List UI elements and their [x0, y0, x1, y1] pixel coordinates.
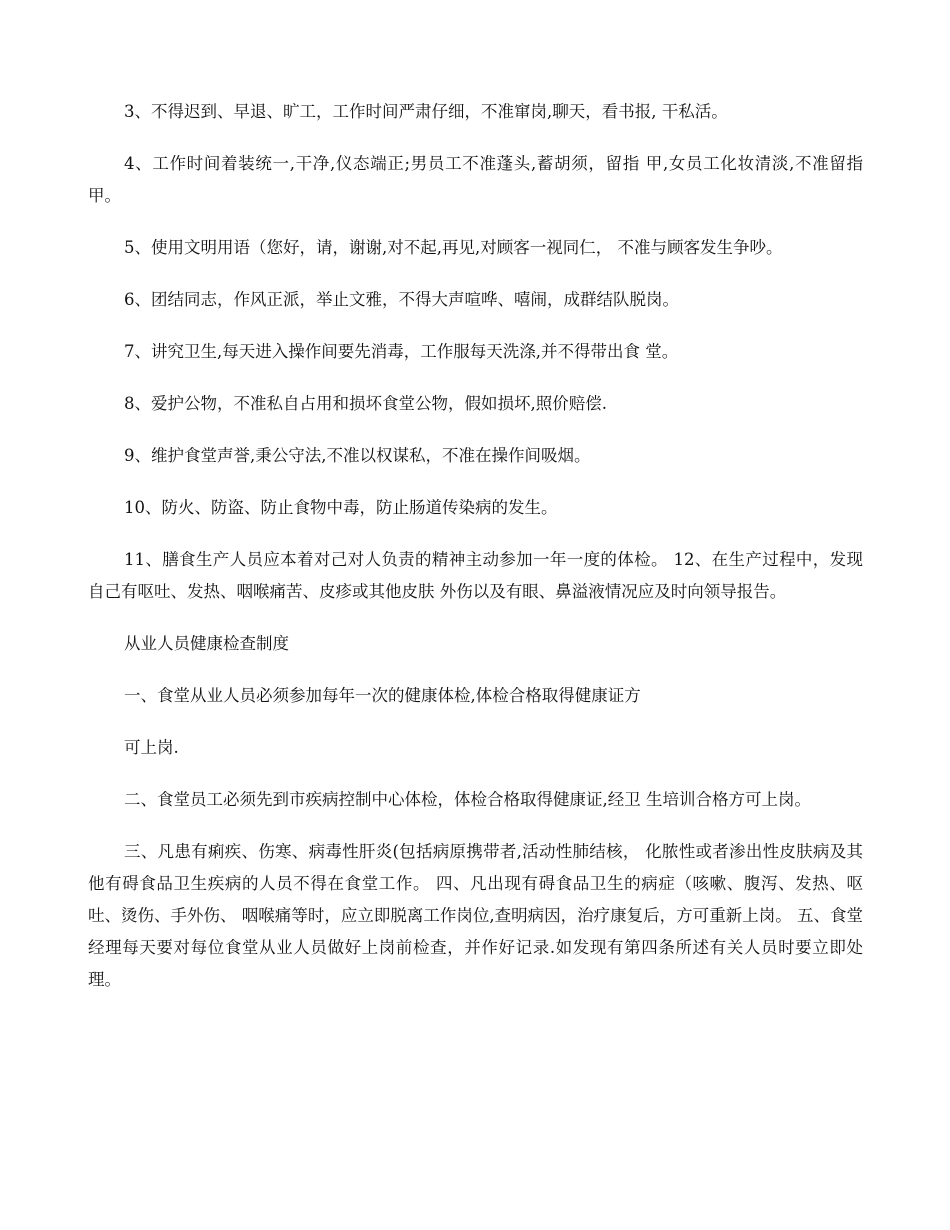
paragraph-rule-3: 3、不得迟到、早退、旷工，工作时间严肃仔细，不准窜岗,聊天，看书报, 干私活。 [124, 102, 728, 121]
section-heading-health-check: 从业人员健康检查制度 [124, 634, 289, 653]
paragraph-health-1: 一、食堂从业人员必须参加每年一次的健康体检,体检合格取得健康证方 [124, 686, 641, 705]
paragraph-rule-9: 9、维护食堂声誉,秉公守法,不准以权谋私，不准在操作间吸烟。 [124, 446, 591, 465]
paragraph-health-3-5: 三、凡患有痢疾、伤寒、病毒性肝炎(包括病原携带者,活动性肺结核， 化脓性或者渗出性皮肤病及其他有碍食品卫生疾病的人员不得在食堂工作。 四、凡出现有碍食品卫生的病症（咳嗽、腹泻、发热、呕吐、烫伤、手外伤、 咽喉痛等时，应立即脱离工作岗位,查明病因，治疗康复后，方可重新上岗。 五、食堂经理每天要对每位食堂从业人员做好上岗前检查，并作好记录.如发现有第四条所述有关人员时要立即处理。 [88, 842, 863, 989]
paragraph-rule-6: 6、团结同志，作风正派，举止文雅，不得大声喧哗、嘻闹，成群结队脱岗。 [124, 290, 679, 309]
paragraph-health-2: 二、食堂员工必须先到市疾病控制中心体检，体检合格取得健康证,经卫 生培训合格方可上岗。 [124, 790, 811, 809]
paragraph-rule-4: 4、工作时间着装统一,干净,仪态端正;男员工不准蓬头,蓄胡须，留指 甲,女员工化妆清淡,不准留指甲。 [88, 154, 863, 205]
paragraph-rule-10: 10、防火、防盗、防止食物中毒，防止肠道传染病的发生。 [124, 498, 558, 517]
paragraph-rule-11-12: 11、膳食生产人员应本着对己对人负责的精神主动参加一年一度的体检。 12、在生产过程中，发现自己有呕吐、发热、咽喉痛苦、皮疹或其他皮肤 外伤以及有眼、鼻溢液情况应及时向领导报告。 [88, 550, 863, 601]
paragraph-rule-5: 5、使用文明用语（您好，请，谢谢,对不起,再见,对顾客一视同仁， 不准与顾客发生争吵。 [124, 238, 783, 257]
paragraph-rule-8: 8、爱护公物，不准私自占用和损坏食堂公物，假如损坏,照价赔偿. [124, 394, 607, 413]
paragraph-rule-7: 7、讲究卫生,每天进入操作间要先消毒，工作服每天洗涤,并不得带出食 堂。 [124, 342, 679, 361]
paragraph-health-1-continued: 可上岗. [124, 738, 179, 757]
document-body [88, 96, 863, 1016]
